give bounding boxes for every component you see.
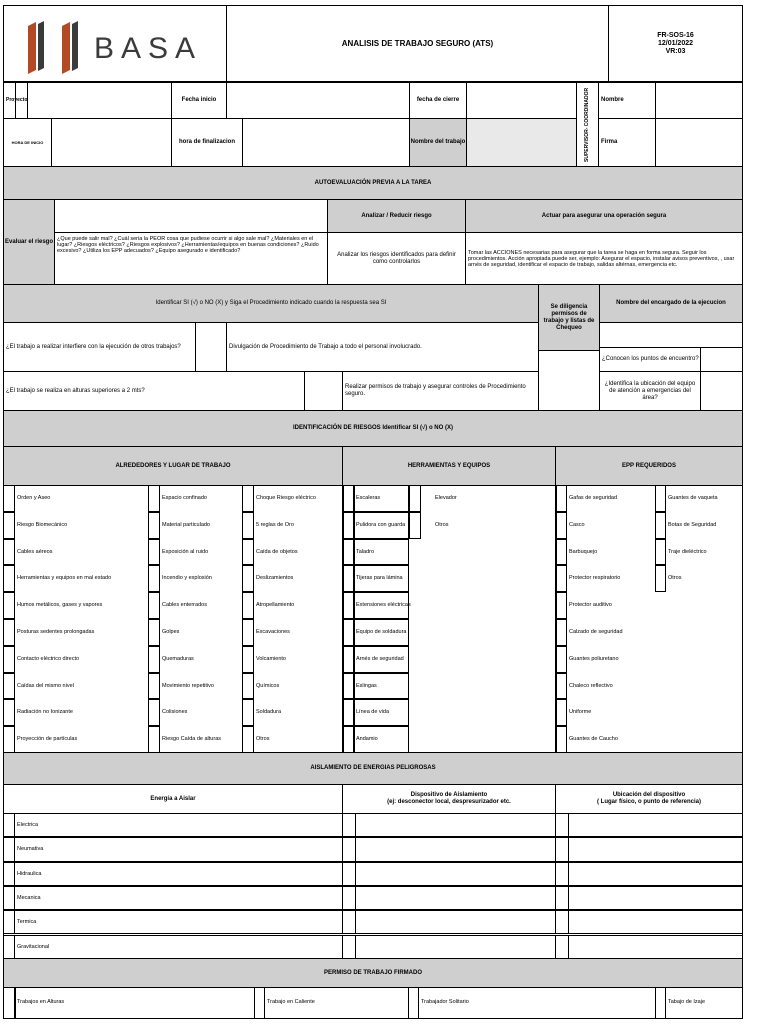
riesgos-title: IDENTIFICACIÓN DE RIESGOS Identificar SI (√) o NO (X) [3, 410, 743, 447]
logo-bar-4 [72, 21, 78, 71]
actuar-header: Actuar para asegurar una operación segura [465, 199, 743, 233]
ubicacion-checkbox[interactable] [555, 862, 569, 886]
risk-label: Gafas de seguridad [569, 495, 618, 501]
risk-checkbox[interactable] [3, 619, 15, 646]
nombre-trabajo-label: Nombre del trabajo [409, 118, 467, 167]
risk-checkbox[interactable] [655, 565, 666, 592]
dispositivo-field[interactable] [355, 910, 556, 934]
risk-checkbox[interactable] [242, 512, 254, 539]
ubicacion-title: Ubicación del dispositivo [612, 792, 686, 798]
dispositivo-header [342, 784, 556, 814]
ubicacion-field[interactable] [568, 837, 743, 861]
risk-label: Escaleras [356, 495, 381, 501]
encargado-header: Nombre del encargado de la ejecucion [599, 284, 743, 323]
form-code-block [608, 5, 743, 82]
risk-label: Uniforme [569, 709, 592, 716]
herramientas-header: HERRAMIENTAS Y EQUIPOS [342, 446, 556, 486]
ubicacion-subtitle: ( Lugar físico, o punto de referencia) [596, 799, 701, 805]
energia-label: Hidraulica [17, 870, 42, 877]
risk-label: Eslingas [356, 682, 377, 689]
risk-checkbox[interactable] [3, 565, 15, 592]
dispositivo-checkbox[interactable] [342, 910, 356, 934]
question-2-answer[interactable] [304, 371, 343, 411]
risk-label: Otros [256, 736, 270, 743]
risk-checkbox[interactable] [148, 646, 160, 673]
dispositivo-field[interactable] [355, 813, 556, 837]
hora-inicio-field[interactable] [51, 118, 172, 167]
risk-label: Otros [668, 575, 682, 582]
risk-label: Caídas del mismo nivel [17, 682, 74, 689]
risk-column-divider [342, 485, 344, 753]
risk-checkbox[interactable] [242, 592, 254, 619]
logo-cell [3, 5, 227, 82]
action-2: Realizar permisos de trabajo y asegurar controles de Procedimiento seguro. [342, 371, 539, 411]
dispositivo-field[interactable] [355, 886, 556, 910]
hora-inicio-label: HORA DE INICIO [3, 118, 52, 167]
permiso-row [3, 987, 743, 1019]
point-answer-1[interactable] [700, 347, 743, 372]
dispositivo-field[interactable] [355, 837, 556, 861]
risk-checkbox[interactable] [148, 726, 160, 753]
risk-checkbox[interactable] [655, 512, 666, 539]
form-version: VR:03 [665, 47, 686, 55]
energia-label: Neumativa [17, 846, 44, 853]
risk-checkbox[interactable] [3, 592, 15, 619]
actuar-text: Tomar las ACCIONES necesarias para asegurar que la tarea se haga en forma segura. Seguir los procedimientos. Acción apropiada puede ser, ejemplo: Asegurar el espacio, instalar avisos preventivos, , usar arnés de seguridad, identificar el espacio de trabajo, salidas altérnas, emergencia etc. [465, 232, 743, 285]
dispositivo-checkbox[interactable] [342, 837, 356, 861]
risk-label: Contacto eléctrico directo [17, 655, 80, 662]
risk-label: Calzado de seguridad [569, 629, 623, 635]
risk-label: Taladro [356, 548, 375, 555]
permiso-solitario: Trabajador Solitario [421, 999, 469, 1005]
risk-checkbox[interactable] [3, 512, 15, 539]
risk-checkbox[interactable] [242, 619, 254, 646]
logo-bar-2 [38, 21, 44, 71]
risk-checkbox[interactable] [3, 485, 15, 512]
supervisor-label: SUPERVISOR- COORDINADOR [576, 82, 599, 167]
ubicacion-checkbox[interactable] [555, 886, 569, 910]
evaluar-top-cell [54, 199, 328, 233]
energia-cell [14, 935, 343, 959]
risk-label: Protector respiratorio [569, 575, 621, 582]
point-question-1: ¿Conocen los puntos de encuentro? [599, 347, 701, 372]
risk-label: Cables aéreos [17, 548, 53, 555]
dispositivo-title: Dispositivo de Aislamiento [410, 792, 488, 798]
risk-checkbox[interactable] [242, 699, 254, 726]
risk-label: Riesgo Caída de alturas [162, 736, 222, 743]
risk-label: Volcamiento [256, 655, 286, 662]
risk-label: Casco [569, 521, 585, 528]
fecha-inicio-label: Fecha inicio [171, 82, 227, 119]
permiso-check-solitario[interactable] [655, 987, 666, 1019]
risk-checkbox[interactable] [148, 485, 160, 512]
risk-label: Espacio confinado [162, 495, 207, 501]
risk-label: Incendio y explosión [162, 575, 212, 582]
question-1: ¿El trabajo a realizar interfiere con la ejecución de otros trabajos? [3, 322, 196, 372]
permiso-alturas: Trabajos en Alturas [17, 999, 65, 1005]
form-code: FR-SOS-16 [657, 31, 694, 39]
risk-label: Pulidora con guarda [356, 521, 406, 528]
risk-label: Otros [435, 521, 449, 528]
risk-checkbox[interactable] [3, 699, 15, 726]
risk-label: Colisiones [162, 709, 188, 716]
risk-label: Equipo de soldadura [356, 629, 407, 635]
brand-text: BASA [94, 32, 203, 65]
diligencia-header: Se diligencia permisos de trabajo y listas de Chequeo [538, 284, 600, 351]
risk-checkbox[interactable] [242, 565, 254, 592]
risk-column-divider [555, 485, 557, 753]
dispositivo-field[interactable] [355, 935, 556, 959]
form-date: 12/01/2022 [657, 39, 694, 47]
risk-checkbox[interactable] [409, 485, 421, 512]
energia-cell [14, 886, 343, 910]
risk-label: Tijeras para lámina [356, 575, 403, 582]
risk-label: Herramientas y equipos en mal estado [17, 575, 112, 582]
evaluar-questions: ¿Que puede salir mal? ¿Cuál seria la PEOR cosa que pudiese ocurrir si algo sale mal? ¿Materiales en el lugar? ¿Riesgos eléctricos? ¿Riesgos explosivos? ¿Herramientas/equipos en buenas condiciones? ¿Ruido excesivo? ¿Utiliza los EPP adecuados? ¿Equipo asegurado e identificado? [54, 232, 328, 285]
ubicacion-checkbox[interactable] [555, 935, 569, 959]
risk-label: Deslizamientos [256, 575, 294, 582]
risk-checkbox[interactable] [148, 619, 160, 646]
risk-checkbox[interactable] [148, 673, 160, 700]
risk-label: Arnés de seguridad [356, 655, 404, 662]
risk-label: Guantes poliuretano [569, 655, 619, 662]
epp-header: EPP REQUERIDOS [555, 446, 743, 486]
risk-label: Atropellamiento [256, 602, 295, 609]
firma-field[interactable] [655, 118, 743, 167]
ubicacion-checkbox[interactable] [555, 910, 569, 934]
energia-cell [14, 813, 343, 837]
risk-label: Línea de vida [356, 709, 390, 716]
risk-label: 5 reglas de Oro [256, 521, 294, 528]
aislamiento-title: AISLAMIENTO DE ENERGIAS PELIGROSAS [3, 752, 743, 785]
point-question-2: ¿Identifica la ubicación del equipo de atención a emergencias del área? [599, 371, 701, 411]
point-answer-2[interactable] [700, 371, 743, 411]
risk-label: Radiación no Ionizante [17, 709, 73, 716]
ubicacion-checkbox[interactable] [555, 837, 569, 861]
risk-checkbox[interactable] [409, 512, 421, 539]
proyecto-label: Proyecto [3, 82, 16, 119]
energia-cell [14, 862, 343, 886]
risk-checkbox[interactable] [242, 646, 254, 673]
basa-logo [4, 6, 228, 83]
risk-label: Botas de Seguridad [668, 521, 717, 528]
permiso-izaje: Tabajo de Izaje [668, 999, 705, 1005]
energia-header: Energía a Aislar [3, 784, 343, 814]
dispositivo-checkbox[interactable] [342, 813, 356, 837]
risk-label: Protector auditivo [569, 602, 612, 609]
risk-label: Guantes de Caucho [569, 736, 618, 743]
question-2: ¿El trabajo se realiza en alturas superiores a 2 mts? [3, 371, 305, 411]
evaluar-label: Evaluar el riesgo [3, 199, 55, 285]
risk-label: Elevador [435, 495, 457, 501]
nombre-field[interactable] [655, 82, 743, 119]
risk-label: Químicos [256, 682, 280, 689]
risk-checkbox[interactable] [655, 485, 666, 512]
permiso-check-caliente[interactable] [408, 987, 419, 1019]
permiso-title: PERMISO DE TRABAJO FIRMADO [3, 958, 743, 988]
dispositivo-subtitle: (ej: desconector local, despresurizador etc. [387, 799, 511, 805]
dispositivo-field[interactable] [355, 862, 556, 886]
risk-checkbox[interactable] [242, 726, 254, 753]
risk-checkbox[interactable] [3, 726, 15, 753]
risk-label: Soldadura [256, 709, 282, 716]
risk-label: Golpes [162, 629, 180, 635]
nombre-trabajo-field[interactable] [466, 118, 577, 167]
ubicacion-field[interactable] [568, 886, 743, 910]
risk-checkbox[interactable] [148, 699, 160, 726]
risk-label: Guantes de vaqueta [668, 495, 718, 501]
risk-label: Proyección de partículas [17, 736, 78, 743]
fecha-inicio-field[interactable] [226, 82, 410, 119]
diligencia-field[interactable] [538, 350, 600, 411]
proyecto-field[interactable] [27, 82, 172, 119]
nombre-label: Nombre [598, 82, 656, 119]
ubicacion-field[interactable] [568, 862, 743, 886]
fecha-cierre-field[interactable] [466, 82, 577, 119]
risk-label: Chaleco reflectivo [569, 682, 613, 689]
risk-label: Quemaduras [162, 655, 194, 662]
dispositivo-checkbox[interactable] [342, 862, 356, 886]
risk-checkbox[interactable] [242, 485, 254, 512]
risk-label: Posturas sedentes prolongadas [17, 629, 95, 635]
risk-checkbox[interactable] [3, 646, 15, 673]
hora-fin-label: hora de finalizacion [171, 118, 243, 167]
ubicacion-field[interactable] [568, 910, 743, 934]
permiso-caliente: Trabajo en Caliente [267, 999, 315, 1005]
risk-label: Extensiones eléctricas [356, 602, 411, 609]
logo-bar-1 [28, 22, 36, 74]
risk-label: Barbuquejo [569, 548, 598, 555]
risk-checkbox[interactable] [148, 539, 160, 566]
risk-label: Andamio [356, 736, 378, 743]
alrededores-header: ALREDEDORES Y LUGAR DE TRABAJO [3, 446, 343, 486]
risk-checkbox[interactable] [242, 673, 254, 700]
risk-label: Riesgo Biomecánico [17, 521, 68, 528]
encargado-field[interactable] [599, 322, 743, 348]
risk-label: Choque Riesgo eléctrico [256, 495, 316, 501]
analizar-header: Analizar / Reducir riesgo [327, 199, 466, 233]
energia-label: Electrica [17, 822, 39, 828]
autoeval-title: AUTOEVALUACIÓN PREVIA A LA TAREA [3, 166, 743, 200]
risk-checkbox[interactable] [3, 673, 15, 700]
energia-label: Termica [17, 919, 37, 926]
dispositivo-checkbox[interactable] [342, 935, 356, 959]
risk-checkbox[interactable] [148, 512, 160, 539]
risk-label: Movimiento repetitivo [162, 682, 214, 689]
risk-checkbox[interactable] [3, 539, 15, 566]
risk-label: Excavaciones [256, 629, 290, 635]
analizar-text: Analizar los riesgos identificados para definir como controlarlos [327, 232, 466, 285]
risk-label: Caída de objetos [256, 548, 298, 555]
ubicacion-field[interactable] [568, 935, 743, 959]
fecha-cierre-label: fecha de cierre [409, 82, 467, 119]
energia-cell [14, 910, 343, 934]
logo-bar-3 [62, 22, 70, 74]
risk-label: Cables enterrados [162, 602, 207, 609]
ubicacion-header [555, 784, 743, 814]
permiso-check-alturas[interactable] [254, 987, 265, 1019]
hora-fin-field[interactable] [242, 118, 410, 167]
risk-checkbox[interactable] [148, 592, 160, 619]
risk-checkbox[interactable] [148, 565, 160, 592]
risk-label: Material particulado [162, 521, 210, 528]
action-1: Divulgación de Procedimiento de Trabajo a todo el personal involucrado. [226, 322, 539, 372]
risk-checkbox[interactable] [242, 539, 254, 566]
question-1-answer[interactable] [195, 322, 227, 372]
permiso-divider-1 [14, 987, 16, 1019]
risk-label: Exposición al ruido [162, 548, 209, 555]
ubicacion-checkbox[interactable] [555, 813, 569, 837]
risk-checkbox[interactable] [655, 539, 666, 566]
energia-label: Gravitacional [17, 943, 50, 950]
energia-label: Mecanica [17, 894, 41, 901]
ubicacion-field[interactable] [568, 813, 743, 837]
risk-label: Traje dieléctrico [668, 548, 707, 555]
energia-cell [14, 837, 343, 861]
firma-label: Firma [598, 118, 656, 167]
risk-label: Humos metálicos, gases y vapores [17, 602, 103, 609]
identificar-instruction: Identificar SI (√) o NO (X) y Siga el Procedimiento indicado cuando la respuesta sea SI [3, 284, 539, 323]
risk-label: Orden y Aseo [17, 495, 51, 501]
form-title: ANALISIS DE TRABAJO SEGURO (ATS) [226, 5, 609, 82]
dispositivo-checkbox[interactable] [342, 886, 356, 910]
